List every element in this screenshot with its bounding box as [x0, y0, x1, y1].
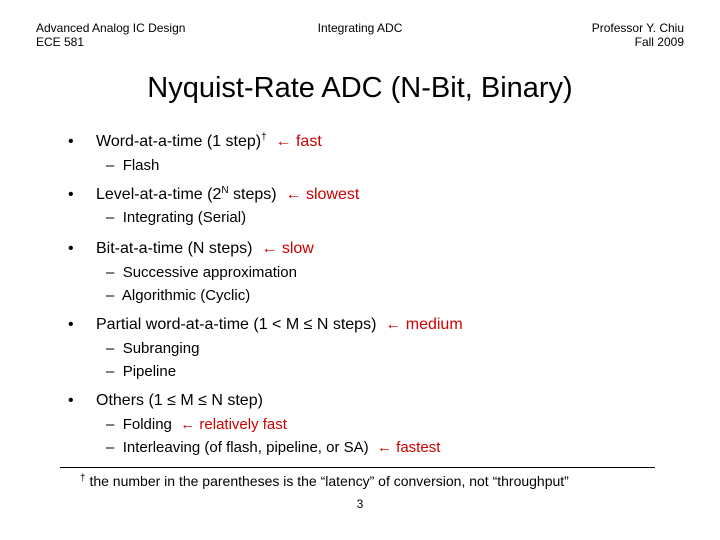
sub-item-integrating — [106, 209, 246, 227]
header-topic: Integrating ADC — [317, 21, 403, 35]
arrow-icon: ← — [261, 240, 278, 257]
sub-item-text: Interleaving (of flash, pipeline, or SA) — [122, 439, 369, 456]
sub-item-text: Pipeline — [122, 363, 177, 380]
footnote — [80, 472, 569, 490]
bullet-main-text: Bit-at-a-time (N steps) — [96, 240, 253, 257]
term: Fall 2009 — [634, 35, 684, 49]
bullet-marker: • — [68, 240, 74, 257]
speed-tag: slow — [281, 240, 314, 257]
bullet-text — [96, 185, 359, 205]
dash-marker: – — [106, 287, 115, 304]
arrow-icon: ← — [385, 316, 402, 333]
bullet-main-text: Partial word-at-a-time (1 < M ≤ N steps) — [96, 316, 377, 333]
sub-item-text: Folding — [122, 416, 172, 433]
sub-item-interleaving — [106, 439, 440, 457]
bullet-text — [96, 239, 314, 259]
arrow-icon: ← — [285, 186, 302, 203]
dash-marker: – — [106, 416, 115, 433]
dash-marker: – — [106, 340, 115, 357]
sub-item-text: Flash — [122, 157, 160, 174]
bullet-main-text: Others (1 ≤ M ≤ N step) — [96, 392, 263, 409]
sub-item-pipeline — [106, 363, 176, 381]
speed-tag: medium — [405, 316, 463, 333]
bullet-marker: • — [68, 186, 74, 203]
sub-item-text: Subranging — [122, 340, 200, 357]
bullet-text — [96, 132, 322, 152]
dash-marker: – — [106, 439, 115, 456]
arrow-icon: ← — [180, 416, 196, 433]
sub-item-text: Successive approximation — [122, 264, 297, 281]
arrow-icon: ← — [275, 133, 292, 150]
sub-item-text: Integrating (Serial) — [122, 209, 247, 226]
speed-tag: relatively fast — [199, 416, 287, 433]
page-number: 3 — [356, 497, 364, 511]
dash-marker: – — [106, 264, 115, 281]
sub-item-algorithmic — [106, 287, 250, 305]
superscript-n: N — [221, 185, 229, 196]
speed-tag: fast — [295, 133, 322, 150]
footnote-text: the number in the parentheses is the “latency” of conversion, not “throughput” — [89, 473, 569, 489]
course-code: ECE 581 — [36, 35, 85, 49]
dash-marker: – — [106, 157, 115, 174]
sub-item-folding — [106, 416, 287, 434]
bullet-main-text-post: steps) — [228, 186, 277, 203]
slide-title: Nyquist-Rate ADC (N-Bit, Binary) — [147, 72, 573, 104]
dagger-mark: † — [261, 132, 267, 143]
bullet-marker: • — [68, 392, 74, 409]
bullet-marker: • — [68, 316, 74, 333]
bullet-marker: • — [68, 133, 74, 150]
dagger-mark: † — [80, 473, 86, 484]
bullet-main-text-pre: Level-at-a-time (2 — [96, 186, 222, 203]
professor-name: Professor Y. Chiu — [591, 21, 684, 35]
speed-tag: fastest — [396, 439, 441, 456]
speed-tag: slowest — [305, 186, 360, 203]
dash-marker: – — [106, 363, 115, 380]
course-title: Advanced Analog IC Design — [36, 21, 186, 35]
bullet-main-text: Word-at-a-time (1 step) — [96, 133, 262, 150]
bullet-text — [96, 391, 263, 411]
sub-item-flash — [106, 157, 159, 175]
sub-item-text: Algorithmic (Cyclic) — [121, 287, 251, 304]
footnote-divider — [60, 467, 655, 468]
sub-item-subranging — [106, 340, 199, 358]
sub-item-sar — [106, 264, 297, 282]
arrow-icon: ← — [377, 439, 392, 456]
bullet-text — [96, 315, 463, 335]
dash-marker: – — [106, 209, 115, 226]
header-right — [592, 21, 684, 49]
